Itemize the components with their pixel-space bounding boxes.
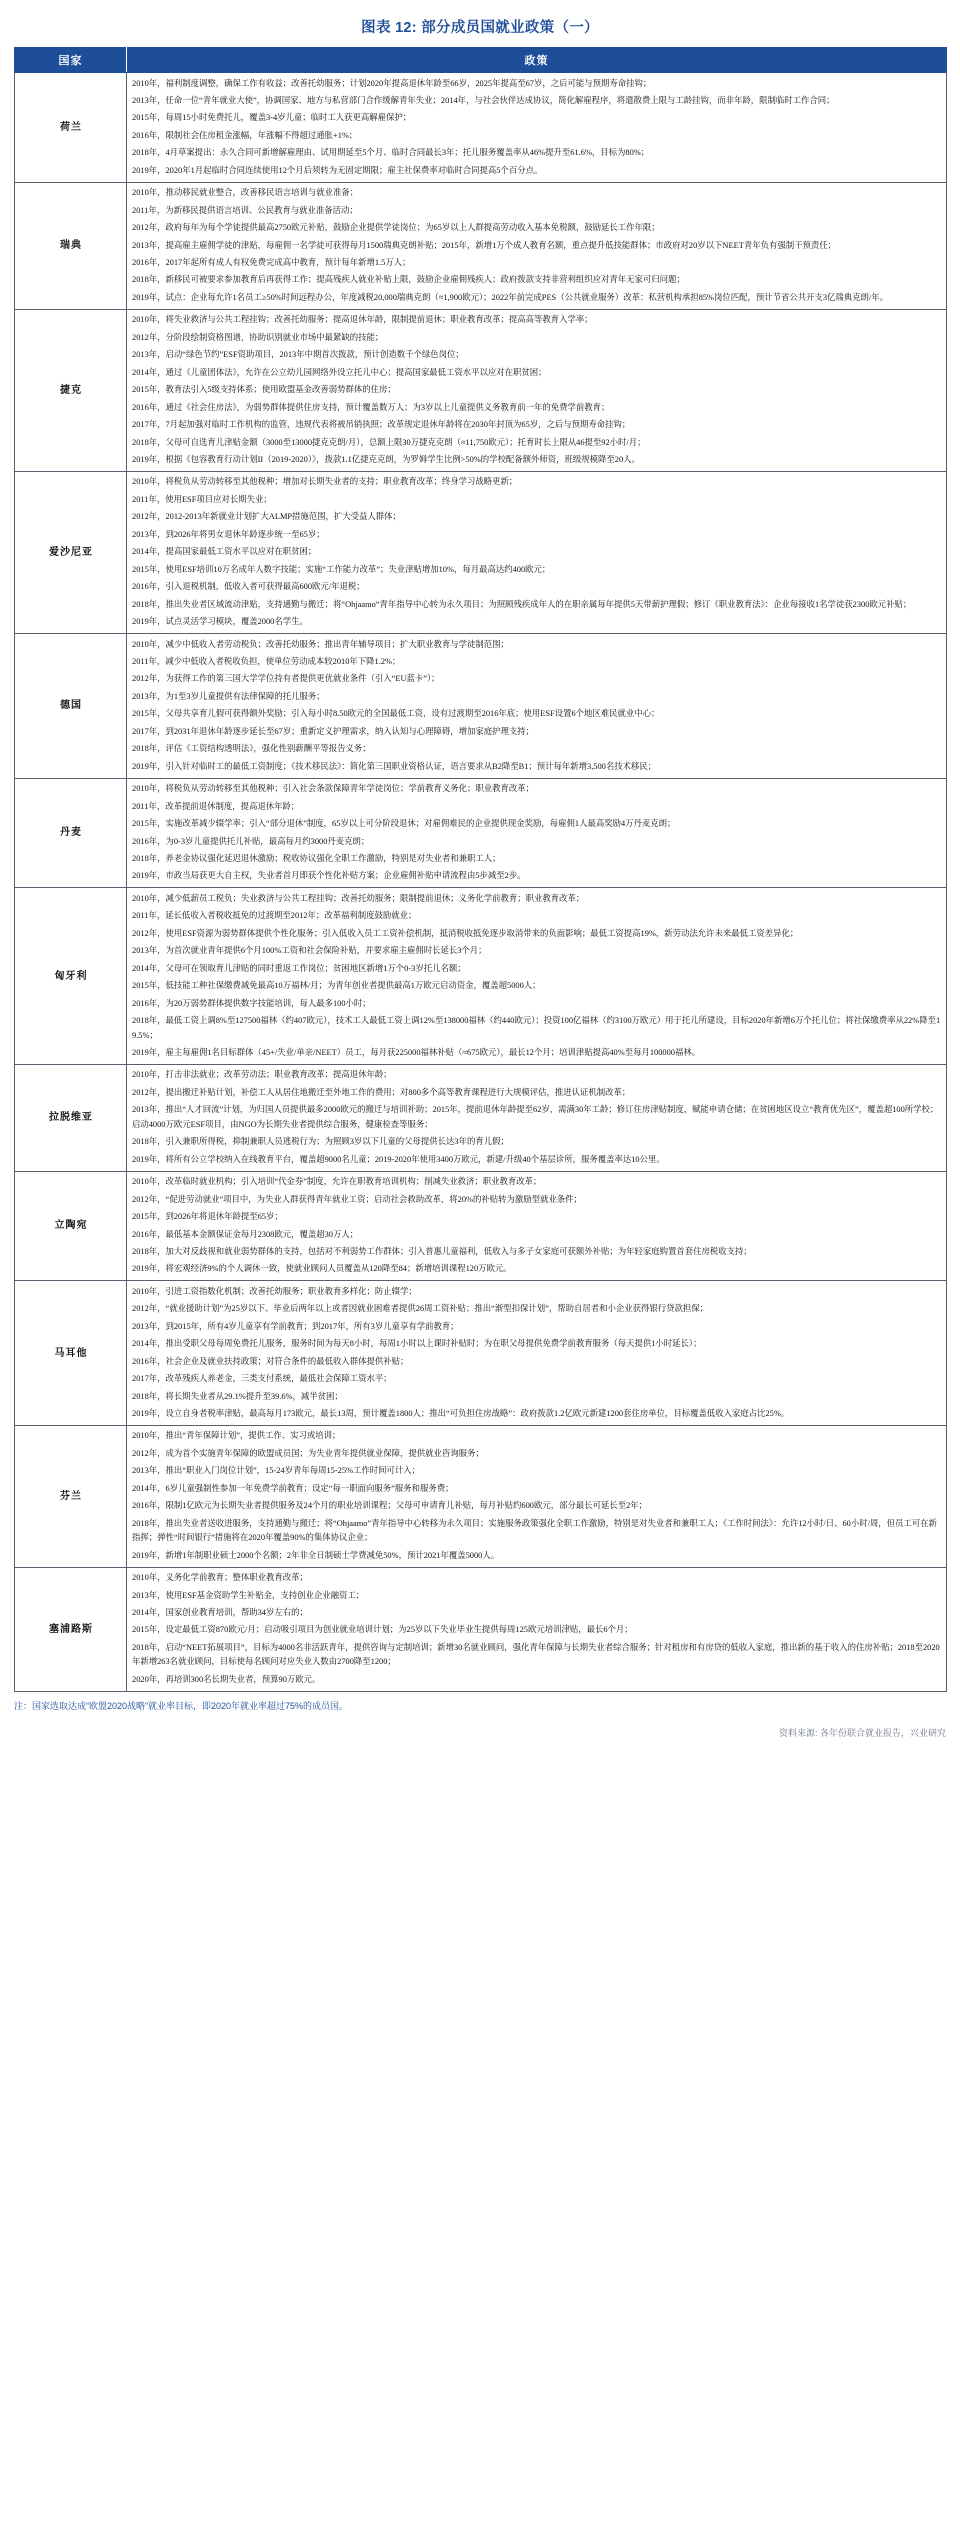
column-header-policy: 政策 [127, 48, 947, 73]
policy-cell [127, 182, 947, 309]
policy-item: 2015年，设定最低工资870欧元/月；启动吸引项目为创业就业培训计划；为25岁以下失业毕业生提供每周125欧元培训津贴，最长6个月； [132, 1625, 633, 1635]
country-cell: 捷克 [15, 309, 127, 471]
policy-item: 2018年，4月草案提出：永久合同可新增解雇理由、试用期延至5个月、临时合同最长3年；托儿服务覆盖率从46%提升至61.6%，目标为80%； [132, 148, 650, 158]
policy-item: 2013年，到2026年将男女退休年龄逐步统一至65岁； [132, 529, 325, 539]
table-body [15, 73, 947, 1692]
policy-item: 2012年，“促进劳动就业”项目中，为失业人群获得青年就业工资；启动社会救助改革，将20%的补贴转为激励型就业条件； [132, 1194, 582, 1204]
policy-cell [127, 1425, 947, 1567]
table-header-row [15, 48, 947, 73]
policy-item: 2010年，将失业救济与公共工程挂钩；改善托幼服务；提高退休年龄，限制提前退休；职业教育改革；提高高等教育入学率； [132, 315, 593, 325]
policy-item: 2016年，为20万弱势群体提供数字技能培训，每人最多100小时； [132, 998, 371, 1008]
policy-item: 2015年，到2026年将退休年龄提至65岁； [132, 1212, 283, 1222]
policy-item: 2015年，每周15小时免费托儿，覆盖3-4岁儿童；临时工人获更高解雇保护； [132, 113, 412, 123]
policy-item: 2010年，义务化学前教育；整体职业教育改革； [132, 1573, 308, 1583]
policy-item: 2014年，6岁儿童强制性参加一年免费学前教育；设定“每一职面向服务”服务和服务费； [132, 1483, 454, 1493]
table-row [15, 1171, 947, 1281]
table-head [15, 48, 947, 73]
policy-cell [127, 309, 947, 471]
policy-item: 2010年，福利制度调整，确保工作有收益；改善托幼服务；计划2020年提高退休年龄至66岁，2025年提高至67岁，之后可能与预期寿命挂钩； [132, 78, 652, 88]
policy-item: 2018年，推出失业者区域流动津贴，支持通勤与搬迁；将“Ohjaamo”青年指导中心转为永久项目；为照顾残疾成年人的在职亲属每年提供5天带薪护理假；修订《职业教育法》：企业每接收1名学徒获2300欧元补贴； [132, 599, 912, 609]
column-header-country: 国家 [15, 48, 127, 73]
policy-item: 2013年，使用ESF基金资助学生补贴金，支持创业企业融资工； [132, 1590, 365, 1600]
policy-item: 2012年，“就业援助计划”为25岁以下、毕业后两年以上或者因就业困难者提供26周工资补贴；推出“渐型扣保计划”，帮助自居者和小企业获得银行贷款担保； [132, 1304, 708, 1314]
policy-item: 2011年，使用ESF项目应对长期失业； [132, 494, 272, 504]
policy-item: 2010年，推出“青年保障计划”，提供工作、实习或培训； [132, 1431, 341, 1441]
table-row [15, 309, 947, 471]
policy-item: 2010年，引进工资指数化机制；改善托幼服务；职业教育多样化；防止辍学； [132, 1286, 417, 1296]
policy-cell [127, 1281, 947, 1426]
country-cell: 塞浦路斯 [15, 1567, 127, 1691]
policy-item: 2019年，引入针对临时工的最低工资制度；《技术移民法》：简化第三国职业资格认证，语言要求从B2降至B1；预计每年新增3,500名技术移民； [132, 761, 657, 771]
page-title: 图表 12: 部分成员国就业政策（一） [361, 20, 599, 36]
table-row [15, 73, 947, 183]
policy-item: 2012年，提出搬迁补贴计划，补偿工人从居住地搬迁至外地工作的费用；对800多个高等教育课程进行大规模评估，推进认证机制改革； [132, 1087, 631, 1097]
policy-item: 2014年，通过《儿童团体法》，允许在公立幼儿园网络外设立托儿中心；提高国家最低工资水平以应对在职贫困； [132, 367, 547, 377]
country-cell: 爱沙尼亚 [15, 471, 127, 633]
policy-item: 2014年，推出受职父母每周免费托儿服务，服务时间为每天8小时，每周1小时以上课时补贴时；为在职父母提供免费学前教育服务（每天提供1小时延长）； [132, 1339, 702, 1349]
policy-cell [127, 1567, 947, 1691]
policy-item: 2016年，2017年起所有成人有权免费完成高中教育，预计每年新增1.5万人； [132, 258, 411, 268]
policy-item: 2015年，使用ESF培训10万名成年人数字技能；实施“工作能力改革”；失业津贴增加10%，每月最高达约400欧元； [132, 564, 551, 574]
policy-item: 2015年，教育法引入5级支持体系；使用欧盟基金改善弱势群体的住房； [132, 385, 396, 395]
policy-cell [127, 73, 947, 183]
policy-item: 2019年，2020年1月起临时合同连续使用12个月后须转为无固定期限；雇主社保费率对临时合同提高5个百分点。 [132, 165, 543, 175]
policy-item: 2010年，改革临时就业机构；引入培训“代金券”制度，允许在职教育培训机构；削减失业救济；职业教育改革； [132, 1177, 542, 1187]
policy-item: 2012年，成为首个实施青年保障的欧盟成员国；为失业青年提供就业保障，提供就业咨询服务； [132, 1448, 484, 1458]
policy-item: 2018年，启动“NEET拓展项目”，目标为4000名非活跃青年，提供咨询与定制培训；新增30名就业顾问，强化青年保障与长期失业者综合服务；针对租房和有房贷的低收入家庭，推出新的基于收入的住房补贴；2018至2020年新增263名就业顾问，目标使每名顾问对应失业人数由2700降至1200； [132, 1642, 940, 1667]
table-row [15, 182, 947, 309]
policy-item: 2018年，评估《工资结构透明法》，强化性别薪酬平等报告义务； [132, 744, 371, 754]
policy-item: 2013年，提高雇主雇佣学徒的津贴，每雇佣一名学徒可获得每月1500瑞典克朗补贴；2015年，新增1万个成人教育名额，重点提升低技能群体；市政府对20岁以下NEET青年负有强制干预责任； [132, 240, 836, 250]
policy-item: 2019年，将宏观经济9%的个人调休一致，使就业顾问人员覆盖从120降至84；新增培训课程120万欧元。 [132, 1264, 512, 1274]
country-cell: 芬兰 [15, 1425, 127, 1567]
policy-item: 2014年，父母可在领取育儿津贴的同时重返工作岗位；贫困地区新增1万个0-3岁托儿名额； [132, 963, 466, 973]
table-row [15, 888, 947, 1065]
policy-item: 2017年，改革残疾人养老金，三类支付系统，最低社会保障工资水平； [132, 1374, 392, 1384]
table-row [15, 634, 947, 779]
policy-item: 2010年，将税负从劳动转移至其他税种；增加对长期失业者的支持；职业教育改革；终身学习战略更新； [132, 477, 518, 487]
policy-item: 2010年，减少中低收入者劳动税负；改善托幼服务；推出青年辅导项目；扩大职业教育与学徒制范围； [132, 639, 509, 649]
table-row [15, 778, 947, 888]
policy-item: 2014年，提高国家最低工资水平以应对在职贫困； [132, 547, 317, 557]
policy-item: 2019年，雇主每雇佣1名目标群体（45+/失业/单亲/NEET）员工，每月获225000福林补贴（≈675欧元），最长12个月；培训津贴提高40%至每月100000福林。 [132, 1047, 701, 1057]
policy-item: 2018年，加大对反歧视和就业弱势群体的支持，包括对不利弱势工作群体；引入普惠儿童福利，低收入与多子女家庭可获额外补贴；为年轻家庭购置首套住房税收支持； [132, 1246, 752, 1256]
country-cell: 马耳他 [15, 1281, 127, 1426]
policy-item: 2012年，使用ESF资源为弱势群体提供个性化服务；引入低收入员工工资补偿机制，抵消税收抵免逐步取消带来的负面影响；最低工资提高19%，新劳动法允许未来最低工资差异化； [132, 928, 799, 938]
table-row [15, 1281, 947, 1426]
source-line: 资料来源: 各年份联合就业报告，兴业研究 [778, 1727, 946, 1738]
policy-item: 2016年，通过《社会住房法》，为弱势群体提供住房支持，预计覆盖数万人；为3岁以上儿童提供义务教育前一年的免费学前教育； [132, 402, 610, 412]
policy-item: 2012年，2012-2013年新就业计划扩大ALMP措施范围，扩大受益人群体； [132, 512, 401, 522]
policy-item: 2015年，低技能工种社保缴费减免最高10万福林/月；为青年创业者提供最高1万欧元启动资金，覆盖超5000人； [132, 981, 541, 991]
policy-cell [127, 778, 947, 888]
policy-item: 2013年，推出“人才回流”计划，为归国人员提供最多2000欧元的搬迁与培训补助；2015年，提前退休年龄提至62岁，需满30年工龄；修订住房津贴制度，赋能申请仓储；在贫困地区设立“教育优先区”，覆盖超100所学校；启动4000万欧元ESF项目，由NGO为长期失业者提供综合服务，健康检查等服务； [132, 1105, 939, 1129]
policy-item: 2016年，最低基本金额保证金每月2308欧元，覆盖超30万人； [132, 1229, 359, 1239]
policy-item: 2018年，新移民可被要求参加教育后再获得工作；提高残疾人就业补贴上限，鼓励企业雇佣残疾人；政府拨款支持非营利组织应对青年无家可归问题； [132, 275, 685, 285]
policy-item: 2018年，将长期失业者从29.1%提升至39.6%，减半贫困； [132, 1391, 343, 1401]
country-cell: 丹麦 [15, 778, 127, 888]
policy-item: 2015年，实施改革减少辍学率；引入“部分退休”制度，65岁以上可分阶段退休；对雇佣难民的企业提供现金奖励，每雇佣1人最高奖励4万丹麦克朗； [132, 819, 676, 829]
policy-item: 2015年，父母共享育儿假可获得额外奖励；引入每小时8.50欧元的全国最低工资，设有过渡期至2016年底；使用ESF设置6个地区难民就业中心； [132, 709, 660, 719]
policy-item: 2019年，设立自身者税率津贴，最高每月173欧元，最长13周，预计覆盖1800人；推出“可负担住房战略”：政府拨款1.2亿欧元新建1200套住房单位，目标覆盖低收入家庭占比25%。 [132, 1409, 790, 1419]
policy-item: 2018年，父母可自选育儿津贴金额（3000至13000捷克克朗/月），总额上限30万捷克克朗（≈11,750欧元）；托育时长上限从46提至92小时/月； [132, 437, 646, 447]
policy-item: 2019年，将所有公立学校纳入在线教育平台，覆盖超9000名儿童；2019-2020年使用3400万欧元，新建/升级40个基层诊所，服务覆盖率达10公里。 [132, 1154, 665, 1164]
policy-item: 2019年，根据《包容教育行动计划II（2019-2020）》，拨款1.1亿捷克克朗，为罗姆学生比例>50%的学校配备额外师资，班级规模降至20人。 [132, 455, 640, 465]
country-cell: 拉脱维亚 [15, 1064, 127, 1171]
policy-item: 2013年，为首次就业青年提供6个月100%工资和社会保险补贴，并要求雇主雇佣时长延长3个月； [132, 946, 487, 956]
country-cell: 立陶宛 [15, 1171, 127, 1281]
policy-item: 2010年，推动移民就业整合，改善移民语言培训与就业准备； [132, 188, 359, 198]
policy-item: 2019年，市政当局获更大自主权，失业者首月即获个性化补贴方案；企业雇佣补贴申请流程由5步减至2步。 [132, 871, 526, 881]
policy-cell [127, 1171, 947, 1281]
country-cell: 荷兰 [15, 73, 127, 183]
policy-item: 2011年，延长低收入者税收抵免的过渡期至2012年；改革福利制度鼓励就业； [132, 911, 417, 921]
policy-item: 2019年，试点：企业每允许1名员工≥50%时间远程办公，年度减税20,000瑞典克朗（≈1,900欧元）；2022年前完成PES（公共就业服务）改革：私营机构承担85%岗位匹配，预计节省公共开支3亿瑞典克朗/年。 [132, 292, 888, 302]
policy-item: 2020年，再培训300名长期失业者，预算90万欧元。 [132, 1674, 321, 1684]
policy-item: 2014年，国家创业教育培训，帮助34岁左右的； [132, 1608, 308, 1618]
policy-item: 2011年，为新移民提供语言培训、公民教育与就业准备活动； [132, 205, 358, 215]
policy-item: 2013年，启动“绿色节约”ESF资助项目，2013年中期首次拨款，预计创造数千个绿色岗位； [132, 350, 464, 360]
policy-item: 2019年，新增1年制职业硕士2000个名额；2年非全日制硕士学费减免50%，预计2021年覆盖5000人。 [132, 1550, 500, 1560]
table-row [15, 1064, 947, 1171]
policy-item: 2016年，限制1亿欧元为长期失业者提供服务及24个月的职业培训课程；父母可申请育儿补贴，每月补贴约600欧元，部分最长可延长至2年； [132, 1501, 648, 1511]
policy-item: 2013年，为1至3岁儿童提供有法律保障的托儿服务； [132, 691, 325, 701]
policy-item: 2016年，为0-3岁儿童提供托儿补贴，最高每月约3000丹麦克朗； [132, 836, 370, 846]
policy-item: 2018年，推出失业者送收进服务，支持通勤与搬迁；将“Ohjaamo”青年指导中心转移为永久项目；实施服务政策强化全职工作激励，特别是对失业者和兼职工人；《工作时间法》：允许12小时/日、60小时/周，但员工可在新指挥；弹性“时间银行”措施将在2020年覆盖90%的集体协议企业； [132, 1518, 937, 1543]
policy-item: 2018年，引入兼职所得税，抑制兼职人员逃税行为；为照顾3岁以下儿童的父母提供长达3年的育儿假； [132, 1137, 509, 1147]
policy-item: 2010年，打击非法就业；改革劳动法；职业教育改革；提高退休年龄； [132, 1070, 392, 1080]
policy-item: 2012年，政府每年为每个学徒提供最高2750欧元补贴，鼓励企业提供学徒岗位；为65岁以上人群提高劳动收入基本免税额，鼓励延长工作年限； [132, 223, 660, 233]
table-note: 注：国家选取达成“欧盟2020战略”就业率目标，即2020年就业率超过75%的成员国。 [14, 1700, 349, 1711]
policy-item: 2011年，减少中低收入者税收负担，使单位劳动成本较2010年下降1.2%； [132, 657, 401, 666]
table-row [15, 1425, 947, 1567]
policy-item: 2012年，为获得工作的第三国大学学位持有者提供更优就业条件（引入“EU蓝卡”）； [132, 674, 440, 684]
policy-item: 2016年，限制社会住房租金涨幅，年涨幅不得超过通胀+1%； [132, 130, 358, 140]
country-cell: 匈牙利 [15, 888, 127, 1065]
policy-cell [127, 471, 947, 633]
policy-item: 2013年，任命一位“青年就业大使”，协调国家、地方与私营部门合作缓解青年失业；2014年，与社会伙伴达成协议，简化解雇程序，将遣散费上限与工龄挂钩，而非年龄，限制临时工作合同； [132, 95, 835, 105]
policy-item: 2013年，推出“职业入门岗位计划”，15-24岁青年每周15-25%工作时间可计入； [132, 1466, 420, 1476]
policy-item: 2016年，引入退税机制，低收入者可获得最高600欧元/年退税； [132, 582, 365, 592]
policy-item: 2019年，试点灵活学习模块，覆盖2000名学生。 [132, 617, 308, 627]
table-row [15, 471, 947, 633]
country-cell: 德国 [15, 634, 127, 779]
policy-item: 2016年，社会企业及就业扶持政策；对符合条件的最低收入群体提供补贴； [132, 1356, 409, 1366]
policy-item: 2012年，分阶段绘制资格图谱，协助识别就业市场中最紧缺的技能； [132, 332, 384, 342]
policy-table [14, 47, 947, 1692]
policy-item: 2013年，到2015年，所有4岁儿童享有学前教育；到2017年，所有3岁儿童享有学前教育； [132, 1321, 459, 1331]
policy-item: 2018年，最低工资上调8%至127500福林（约407欧元），技术工人最低工资上调12%至138000福林（约440欧元）；投资100亿福林（约3100万欧元）用于托儿所建设，目标2020年新增6万个托儿位；将社保缴费率从22%降至19.5%； [132, 1016, 941, 1040]
policy-item: 2018年，养老金协议强化延迟退休激励；税收协议强化全职工作激励，特别是对失业者和兼职工人； [132, 853, 501, 863]
policy-cell [127, 888, 947, 1065]
policy-cell [127, 634, 947, 779]
policy-item: 2017年，到2031年退休年龄逐步延长至67岁；重新定义护理需求，纳入认知与心理障碍，增加家庭护理支持； [132, 726, 534, 736]
policy-item: 2017年，7月起加强对临时工作机构的监管，违规代表将被吊销执照；改革规定退休年龄将在2030年封顶为65岁，之后与预期寿命挂钩； [132, 420, 631, 430]
policy-item: 2011年，改革提前退休制度，提高退休年龄； [132, 801, 300, 811]
policy-item: 2010年，将税负从劳动转移至其他税种；引入社会条款保障青年学徒岗位；学前教育义务化；职业教育改革； [132, 784, 534, 794]
policy-cell [127, 1064, 947, 1171]
country-cell: 瑞典 [15, 182, 127, 309]
policy-item: 2010年，减少低薪员工税负；失业救济与公共工程挂钩；改善托幼服务；限制提前退休；义务化学前教育；职业教育改革； [132, 893, 585, 903]
table-row [15, 1567, 947, 1691]
